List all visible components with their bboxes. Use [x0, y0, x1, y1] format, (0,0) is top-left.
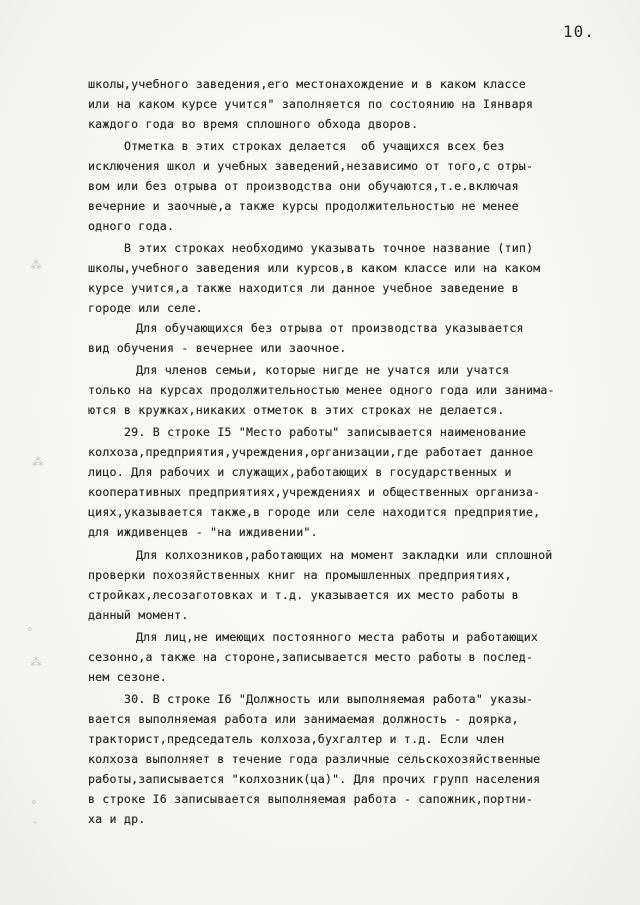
text-line: Для лиц,не имеющих постоянного места работы и работающих	[136, 630, 539, 644]
text-line: лицо. Для рабочих и служащих,работающих в государственных и	[88, 465, 512, 479]
text-line: одного года.	[88, 219, 175, 233]
scan-speck-icon: ˇ	[32, 820, 38, 834]
text-line: Для членов семьи, которые нигде не учатся или учатся	[136, 363, 510, 377]
text-line: вид обучения - вечернее или заочное.	[88, 341, 347, 355]
text-line: курсе учится,а также находится ли данное учебное заведение в	[88, 281, 519, 295]
text-line: тракторист,председатель колхоза,бухгалтер и т.д. Если член	[88, 732, 505, 746]
text-line: нем сезоне.	[88, 670, 167, 684]
scan-speck-icon: ∘	[26, 622, 34, 636]
text-line: в строке I6 записывается выполняемая работа - сапожник,портни-	[88, 792, 534, 806]
text-line: для иждивенцев - "на иждивении".	[88, 525, 318, 539]
text-line: или на каком курсе учится" заполняется по состоянию на Iянваря	[88, 97, 534, 111]
text-line: В этих строках необходимо указывать точное название (тип)	[124, 241, 534, 255]
scan-speck-icon: ⁂	[32, 455, 44, 469]
text-line: школы,учебного заведения или курсов,в каком классе или на каком	[88, 261, 541, 275]
text-line: сезонно,а также на стороне,записывается место работы в послед-	[88, 650, 534, 664]
text-line: школы,учебного заведения,его местонахождение и в каком классе	[88, 77, 526, 91]
text-line: вается выполняемая работа или занимаемая должность - доярка,	[88, 712, 519, 726]
page-number: 10.	[563, 22, 595, 41]
text-line: только на курсах продолжительностью менее одного года или занима-	[88, 383, 555, 397]
scan-speck-icon: ⁂	[30, 258, 42, 272]
text-line: колхоза выполняет в течение года различные сельскохозяйственные	[88, 752, 541, 766]
text-line: ха и др.	[88, 812, 146, 826]
text-line: 29. В строке I5 "Место работы" записывается наименование	[124, 425, 527, 439]
text-line: вечерние и заочные,а также курсы продолжительностью не менее	[88, 199, 519, 213]
text-line: Для обучающихся без отрыва от производства указывается	[136, 321, 524, 335]
text-line: городе или селе.	[88, 301, 203, 315]
text-line: проверки похозяйственных книг на промышленных предприятиях,	[88, 568, 512, 582]
text-line: ются в кружках,никаких отметок в этих строках не делается.	[88, 403, 505, 417]
text-line: Для колхозников,работающих на момент закладки или сплошной	[136, 548, 553, 562]
text-line: циях,указывается также,в городе или селе находится предприятие,	[88, 505, 541, 519]
text-line: исключения школ и учебных заведений,независимо от того,с отры-	[88, 159, 534, 173]
text-line: стройках,лесозаготовках и т.д. указывается их место работы в	[88, 588, 519, 602]
text-line: кооперативных предприятиях,учреждениях и общественных организа-	[88, 485, 541, 499]
text-line: Отметка в этих строках делается об учащихся всех без	[124, 139, 505, 153]
scan-speck-icon: ∘	[30, 795, 38, 809]
text-line: вом или без отрыва от производства они обучаются,т.е.включая	[88, 179, 519, 193]
text-line: данный момент.	[88, 608, 189, 622]
text-line: работы,записывается "колхозник(ца)". Для прочих групп населения	[88, 772, 541, 786]
text-line: каждого года во время сплошного обхода дворов.	[88, 117, 419, 131]
text-line: колхоза,предприятия,учреждения,организации,где работает данное	[88, 445, 534, 459]
scan-speck-icon: ⁂	[30, 655, 42, 669]
text-line: 30. В строке I6 "Должность или выполняемая работа" указы-	[124, 692, 534, 706]
